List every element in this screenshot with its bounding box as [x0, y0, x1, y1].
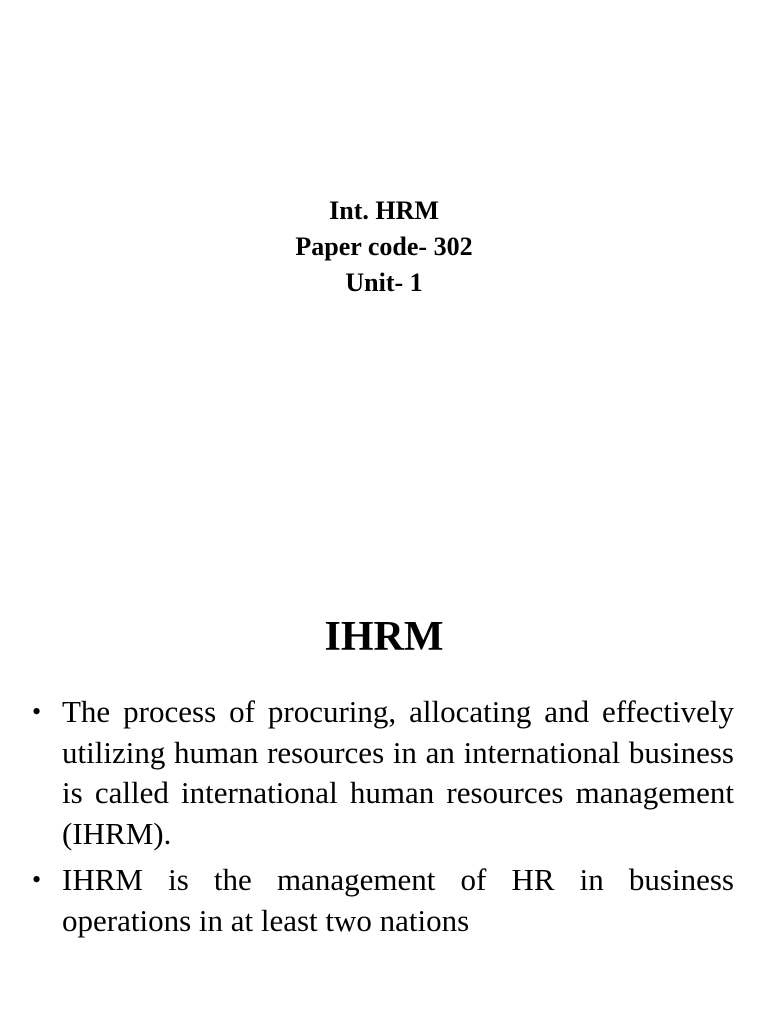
course-title: Int. HRM	[329, 196, 439, 225]
bullet-text: IHRM is the management of HR in business operations in at least two nations	[62, 862, 734, 938]
bullet-item	[32, 860, 734, 941]
bullet-list	[32, 692, 734, 947]
slide-heading: IHRM	[324, 614, 444, 660]
content-slide	[0, 512, 768, 1024]
bullet-text: The process of procuring, allocating and effectively utilizing human resources in an international business is called international human resources management (IHRM).	[62, 694, 734, 851]
bullet-icon: •	[32, 865, 42, 894]
paper-code: Paper code- 302	[295, 232, 473, 261]
unit-label: Unit- 1	[345, 268, 423, 297]
bullet-item	[32, 692, 734, 854]
bullet-icon: •	[32, 697, 42, 726]
title-block	[0, 193, 768, 301]
